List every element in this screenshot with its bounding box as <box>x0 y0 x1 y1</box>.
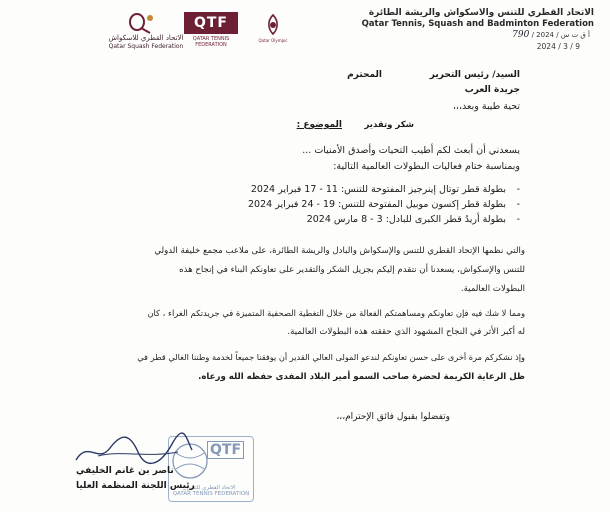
qtf-logo-mark: QTF <box>184 12 238 34</box>
qtf-logo-subtitle: QATAR TENNIS FEDERATION <box>192 36 230 48</box>
addressee-title: السيد/ رئيس التحرير <box>429 70 520 80</box>
signatory-role: رئيس اللجنة المنظمة العليا <box>76 481 195 491</box>
paragraph-2-line-2: له أكبر الأثر في النجاح المشهود الذي حققته هذه البطولات العالمية. <box>287 327 525 337</box>
reference-number <box>512 30 590 40</box>
addressee-respected: المحترم <box>347 70 382 80</box>
intro-line-2: وبمناسبة ختام فعاليات البطولات العالمية التالية: <box>333 161 520 172</box>
addressee-newspaper: جريدة العرب <box>464 85 520 95</box>
squash-federation-name-ar: الاتحاد القطري للاسكواش <box>108 34 184 42</box>
greeting: تحية طيبة وبعد،،، <box>452 101 520 112</box>
stamp-text-ar: الاتحاد القطري للتنس <box>186 485 236 491</box>
tournament-item: - بطولة قطر توتال إينرجيز المفتوحة للتنس: 11 - 17 فبراير 2024 <box>220 182 520 197</box>
subject-label: الموضوع : <box>296 120 342 130</box>
intro-line-1: يسعدني أن أبعث لكم أطيب التحيات وأصدق الأمنيات ... <box>302 145 520 156</box>
olympic-committee-logo <box>258 12 288 50</box>
federation-name-en: Qatar Tennis, Squash and Badminton Federation <box>361 19 594 29</box>
squash-federation-logo <box>104 12 184 50</box>
squash-racket-icon <box>126 12 156 34</box>
signatory-name: ناصر بن غانم الخليفي <box>76 466 174 476</box>
subject-text: شكر وتقدير <box>364 120 414 130</box>
squash-federation-name-en: Qatar Squash Federation <box>108 43 184 50</box>
paragraph-1-line-1: والتي نظمها الإتحاد القطري للتنس والإسكواش والبادل والريشة الطائرة، على ملاعب مجمع خليفة الدولي <box>154 246 525 256</box>
paragraph-3-line-2: ظل الرعاية الكريمة لحضرة صاحب السمو أمير البلاد المفدى حفظه الله ورعاه. <box>198 372 525 382</box>
paragraph-3-line-1: وإذ نشكركم مرة أخرى على حسن تعاونكم لندعو المولى العالي القدير أن يوفقنا جميعاً لخدمة وطننا الغالي قطر في <box>137 352 525 362</box>
olympic-logo-text: Qatar Olympic <box>258 38 288 43</box>
paragraph-1-line-2: للتنس والإسكواش، يسعدنا أن نتقدم إليكم بجزيل الشكر والتقدير على تعاونكم البناء في إنجاح هذه <box>179 265 525 275</box>
stamp-qtf-mark: QTF <box>207 441 244 459</box>
paragraph-2-line-1: ومما لا شك فيه فإن تعاونكم ومساهمتكم الفعالة من خلال التغطية الصحفية المتميزة في جريدتكم الغراء ، كان <box>147 308 525 318</box>
closing-line: وتفضلوا بقبول فائق الإحترام،،، <box>336 412 450 422</box>
olympic-torch-icon <box>258 12 288 38</box>
reference-prefix: أ ق ت س / 2024 / <box>531 31 590 39</box>
handwritten-signature <box>68 430 198 470</box>
qtf-logo <box>184 12 238 48</box>
tournament-list <box>220 182 520 227</box>
letter-date: 2024 / 3 / 9 <box>536 42 580 51</box>
tournament-item: - بطولة أريدُ قطر الكبرى للبادل: 3 - 8 مارس 2024 <box>220 212 520 227</box>
reference-handwritten-number: 790 <box>512 30 530 40</box>
federation-name-ar: الاتحاد القطري للتنس والاسكواش والريشة الطائرة <box>368 8 594 18</box>
stamp-text-en: QATAR TENNIS FEDERATION <box>172 491 250 497</box>
paragraph-1-line-3: البطولات العالمية. <box>460 284 525 294</box>
tournament-item: - بطولة قطر إكسون موبيل المفتوحة للتنس: 19 - 24 فبراير 2024 <box>220 197 520 212</box>
